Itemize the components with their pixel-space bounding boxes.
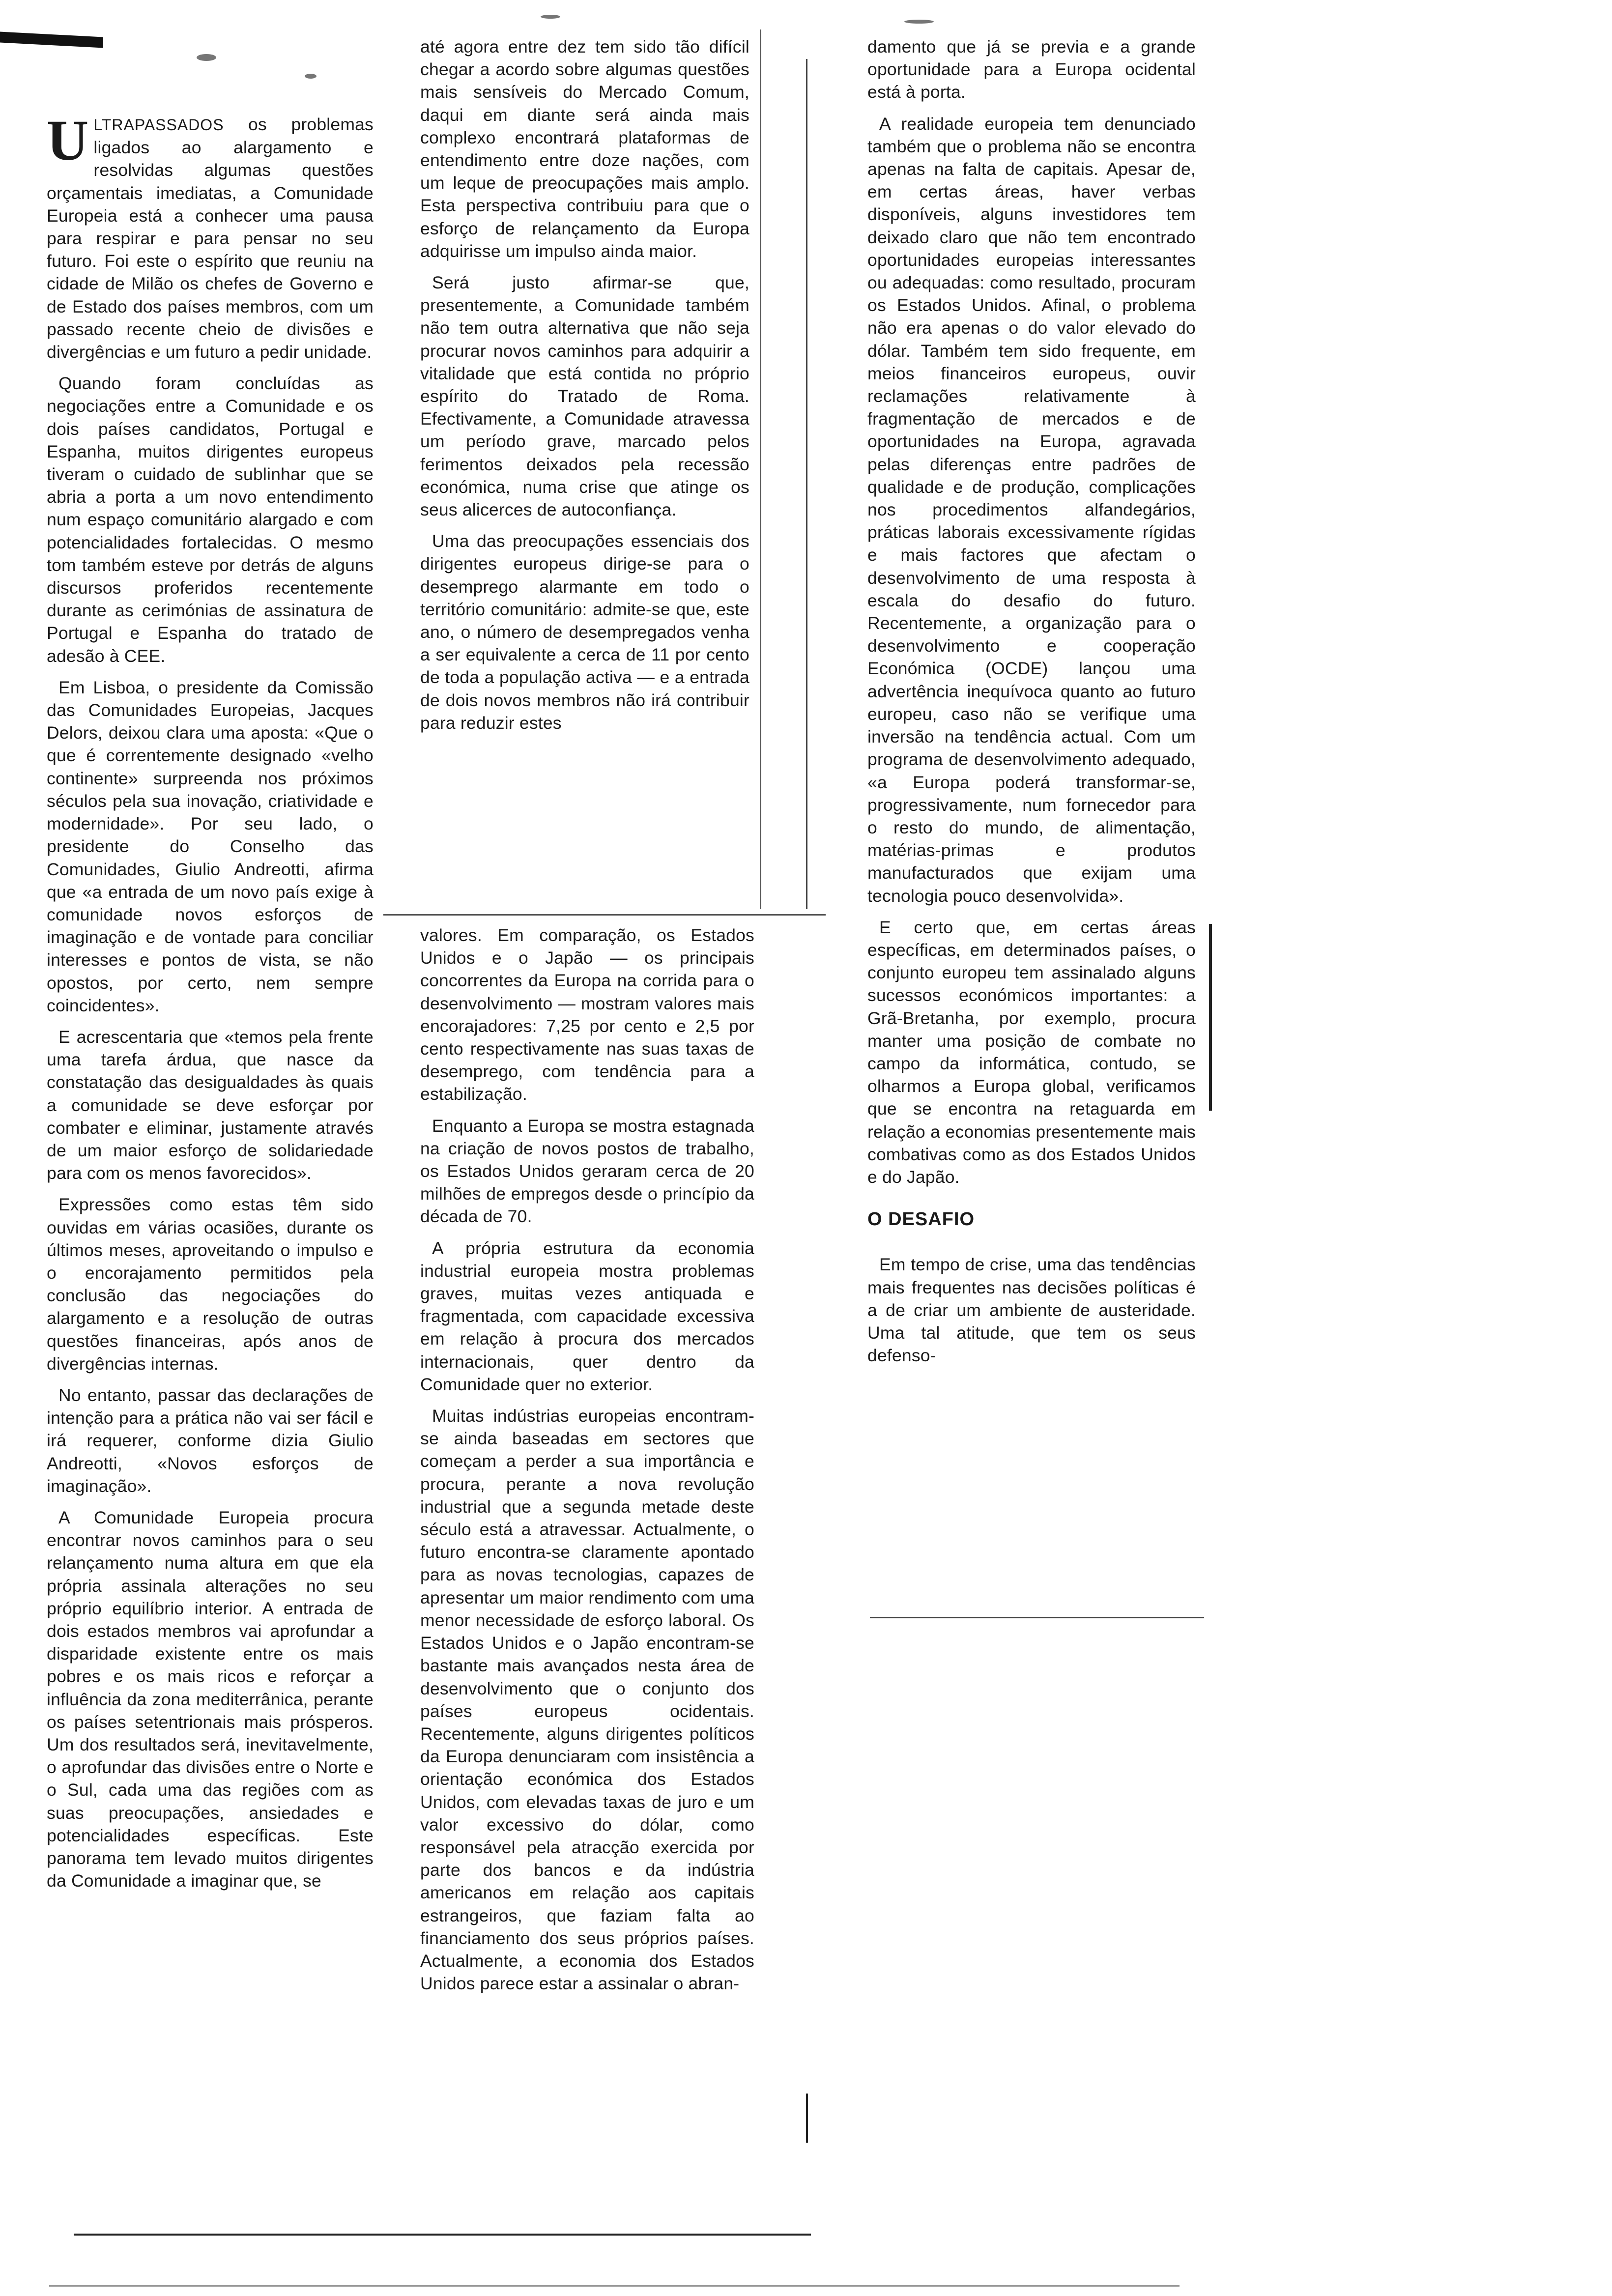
lead-in: LTRAPASSADOS (93, 116, 224, 134)
article-column-2-lower (420, 924, 754, 2004)
speck (541, 15, 560, 19)
paragraph: Enquanto a Europa se mostra estagnada na criação de novos postos de trabalho, os Estados Unidos geraram cerca de 20 milhões de empregos desde o princípio da década de 70. (420, 1116, 754, 1227)
paragraph: A própria estrutura da economia industrial europeia mostra problemas graves, muitas vezes antiquada e fragmentada, com capacidade excessiva em relação à procura dos mercados internacionais, quer dentro da Comunidade quer no exterior. (420, 1238, 754, 1394)
article-column-3 (867, 35, 1196, 1376)
paragraph-text: os problemas ligados ao alargamento e resolvidas algumas questões orçamentais imediatas, a Comunidade Europeia está a conhecer uma pausa para respirar e para pensar no seu futuro. Foi este o espírito que reuniu na cidade de Milão os chefes de Governo e de Estado dos países membros, com um passado recente cheio de divisões e divergências e um futuro a pedir unidade. (47, 115, 374, 362)
speck (904, 20, 934, 24)
section-subheading: O DESAFIO (867, 1209, 975, 1230)
paragraph: A realidade europeia tem denunciado também que o problema não se encontra apenas na falta de capitais. Apesar de, em certas áreas, haver verbas disponíveis, alguns investidores tem deixado claro que não tem encontrado oportunidades europeias interessantes ou adequadas: como resultado, procuram os Estados Unidos. Afinal, o problema não era apenas o do valor elevado do dólar. Também tem sido frequente, em meios financeiros europeus, ouvir reclamações relativamente à fragmentação de mercados e de oportunidades na Europa, agravada pelas diferenças entre padrões de qualidade e de produção, complicações nos procedimentos alfandegários, práticas laborais excessivamente rígidas e mais factores que afectam o desenvolvimento de uma resposta à escala do desafio do futuro. Recentemente, a organização para o desenvolvimento e cooperação Económica (OCDE) lançou uma advertência inequívoca quanto ao futuro europeu, caso não se verifique uma inversão na tendência actual. Com um programa de desenvolvimento adequado, «a Europa poderá transformar-se, progressivamente, num fornecedor para o resto do mundo, de alimentação, matérias-primas e produtos manufacturados que exijam uma tecnologia pouco desenvolvida». (867, 114, 1196, 906)
drop-cap: U (47, 108, 89, 172)
top-left-ink-bar (0, 31, 103, 48)
article-column-2-upper (420, 35, 749, 743)
paragraph: E certo que, em certas áreas específicas, em determinados países, o conjunto europeu tem assinalado alguns sucessos económicos importantes: a Grã-Bretanha, por exemplo, procura manter uma posição de combate no campo da informática, contudo, se olharmos a Europa global, verificamos que se encontra na retaguarda em relação a economias presentemente mais combativas como as dos Estados Unidos e do Japão. (867, 917, 1196, 1187)
paragraph: E acrescentaria que «temos pela frente uma tarefa árdua, que nasce da constatação das desigualdades às quais a comunidade se deve esforçar por combater e eliminar, justamente através de um maior esforço de solidariedade para com os menos favorecidos». (47, 1027, 374, 1183)
paragraph: damento que já se previa e a grande oportunidade para a Europa ocidental está à porta. (867, 37, 1196, 102)
col3-bottom-rule (870, 1617, 1204, 1618)
paragraph: Expressões como estas têm sido ouvidas em várias ocasiões, durante os últimos meses, aproveitando o impulso e o encorajamento permitidos pela conclusão das negociações do alargamento e a resolução de outras questões financeiras, após anos de divergências internas. (47, 1195, 374, 1374)
paragraph: Em Lisboa, o presidente da Comissão das Comunidades Europeias, Jacques Delors, deixou clara uma aposta: «Que o que é correntemente designado «velho continente» surpreenda nos próximos séculos pela sua inovação, criatividade e modernidade». Por seu lado, o presidente do Conselho das Comunidades, Giulio Andreotti, afirma que «a entrada de um novo país exige à comunidade novos esforços de imaginação e de vontade para conciliar interesses e pontos de vista, se não opostos, por certo, nem sempre coincidentes». (47, 677, 374, 1015)
paragraph: Uma das preocupações essenciais dos dirigentes europeus dirige-se para o desemprego alarmante em todo o território comunitário: admite-se que, este ano, o número de desempregados venha a ser equivalente a cerca de 11 por cento de toda a população activa — e a entrada de dois novos membros não irá contribuir para reduzir estes (420, 531, 749, 733)
column-rule-left (760, 29, 761, 909)
column-rule-bottom (806, 2094, 808, 2143)
cut-line-middle (383, 914, 826, 916)
paragraph: até agora entre dez tem sido tão difícil chegar a acordo sobre algumas questões mais sensíveis do Mercado Comum, daqui em diante será ainda mais complexo encontrará plataformas de entendimento entre doze nações, com um leque de preocupações mais amplo. Esta perspectiva contribuiu para que o esforço de relançamento da Europa adquirisse um impulso ainda maior. (420, 37, 749, 261)
paragraph: No entanto, passar das declarações de intenção para a prática não vai ser fácil e irá requerer, conforme dizia Giulio Andreotti, «Novos esforços de imaginação». (47, 1385, 374, 1496)
speck (197, 54, 216, 61)
paragraph: Será justo afirmar-se que, presentemente, a Comunidade também não tem outra alternativa que não seja procurar novos caminhos para adquirir a vitalidade que está contida no próprio espírito do Tratado de Roma. Efectivamente, a Comunidade atravessa um período grave, marcado pelos ferimentos deixados pela recessão económica, numa crise que atinge os seus alicerces de autoconfiança. (420, 273, 749, 520)
paragraph: valores. Em comparação, os Estados Unidos e o Japão — os principais concorrentes da Europa na corrida para o desenvolvimento — mostram valores mais encorajadores: 7,25 por cento e 2,5 por cento respectivamente nas suas taxas de desemprego, com tendência para a estabilização. (420, 925, 754, 1104)
cut-line-bottom (74, 2234, 811, 2236)
bottom-edge-noise (49, 2285, 1180, 2287)
column-rule-middle (806, 59, 807, 909)
paragraph: Em tempo de crise, uma das tendências mais frequentes nas decisões políticas é a de criar um ambiente de austeridade. Uma tal atitude, que tem os seus defenso- (867, 1255, 1196, 1366)
paragraph (47, 108, 374, 363)
col3-right-rule (1209, 924, 1212, 1111)
article-column-1 (47, 108, 374, 1901)
paragraph: Muitas indústrias europeias encontram-se ainda baseadas em sectores que começam a perder a sua importância e procura, perante a nova revolução industrial que a segunda metade deste século está a atravessar. Actualmente, o futuro encontra-se claramente apontado para as novas tecnologias, capazes de apresentar um maior rendimento com uma menor necessidade de esforço laboral. Os Estados Unidos e o Japão encontram-se bastante mais avançados nesta área de desenvolvimento que o conjunto dos países europeus ocidentais. Recentemente, alguns dirigentes políticos da Europa denunciaram com insistência a orientação económica dos Estados Unidos, com elevadas taxas de juro e um valor excessivo do dólar, como responsável pela atracção exercida por parte dos bancos e da indústria americanos em relação aos capitais estrangeiros, que faziam falta ao financiamento dos seus próprios países. Actualmente, a economia dos Estados Unidos parece estar a assinalar o abran- (420, 1406, 754, 1994)
speck (305, 74, 317, 79)
paragraph: Quando foram concluídas as negociações entre a Comunidade e os dois países candidatos, Portugal e Espanha, muitos dirigentes europeus tiveram o cuidado de sublinhar que se abria a porta a um novo entendimento num espaço comunitário alargado e com potencialidades fortalecidas. O mesmo tom também esteve por detrás de alguns discursos proferidos recentemente durante as cerimónias de assinatura de Portugal e Espanha do tratado de adesão à CEE. (47, 373, 374, 666)
paragraph: A Comunidade Europeia procura encontrar novos caminhos para o seu relançamento numa altura em que ela própria assinala alterações no seu próprio equilíbrio interior. A entrada de dois estados membros vai aprofundar a disparidade existente entre os mais pobres e os mais ricos e reforçar a influência da zona mediterrânica, perante os países setentrionais mais prósperos. Um dos resultados será, inevitavelmente, o aprofundar das divisões entre o Norte e o Sul, cada uma das regiões com as suas preocupações, ansiedades e potencialidades específicas. Este panorama tem levado muitos dirigentes da Comunidade a imaginar que, se (47, 1507, 374, 1891)
